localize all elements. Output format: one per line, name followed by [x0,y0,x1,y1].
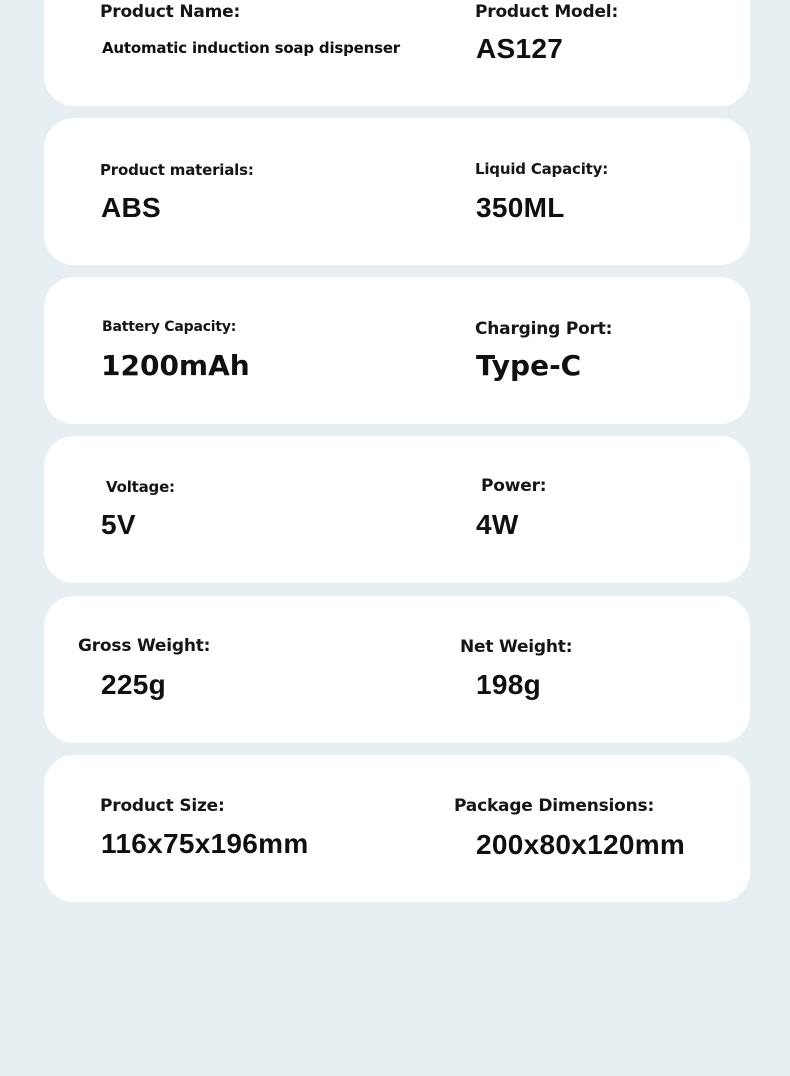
product-size-value: 116x75x196mm [101,828,309,859]
liquid-capacity-value: 350ML [476,192,565,223]
net-weight-label: Net Weight: [460,637,573,657]
product-materials-label: Product materials: [100,161,254,179]
gross-weight-value: 225g [101,669,167,700]
power-value: 4W [476,509,519,540]
product-name-label: Product Name: [100,2,241,22]
net-weight-value: 198g [476,669,542,700]
product-name-value: Automatic induction soap dispenser [102,39,400,57]
gross-weight-label: Gross Weight: [78,636,211,656]
voltage-value: 5V [101,509,136,540]
product-model-value: AS127 [476,33,564,64]
package-dimensions-value: 200x80x120mm [476,829,686,860]
package-dimensions-label: Package Dimensions: [454,796,655,816]
product-size-label: Product Size: [100,796,225,816]
voltage-label: Voltage: [106,478,175,496]
spec-card-weight [44,596,750,743]
power-label: Power: [481,476,547,496]
liquid-capacity-label: Liquid Capacity: [475,160,608,178]
spec-card-voltage [44,436,750,583]
spec-card-battery [44,277,750,424]
charging-port-value: Type-C [476,349,582,382]
spec-card-materials [44,118,750,265]
product-model-label: Product Model: [475,2,619,22]
spec-card-product-name [44,0,750,106]
charging-port-label: Charging Port: [475,319,613,339]
battery-capacity-value: 1200mAh [101,349,250,382]
spec-card-size [44,755,750,902]
product-materials-value: ABS [101,192,162,223]
battery-capacity-label: Battery Capacity: [102,319,237,335]
